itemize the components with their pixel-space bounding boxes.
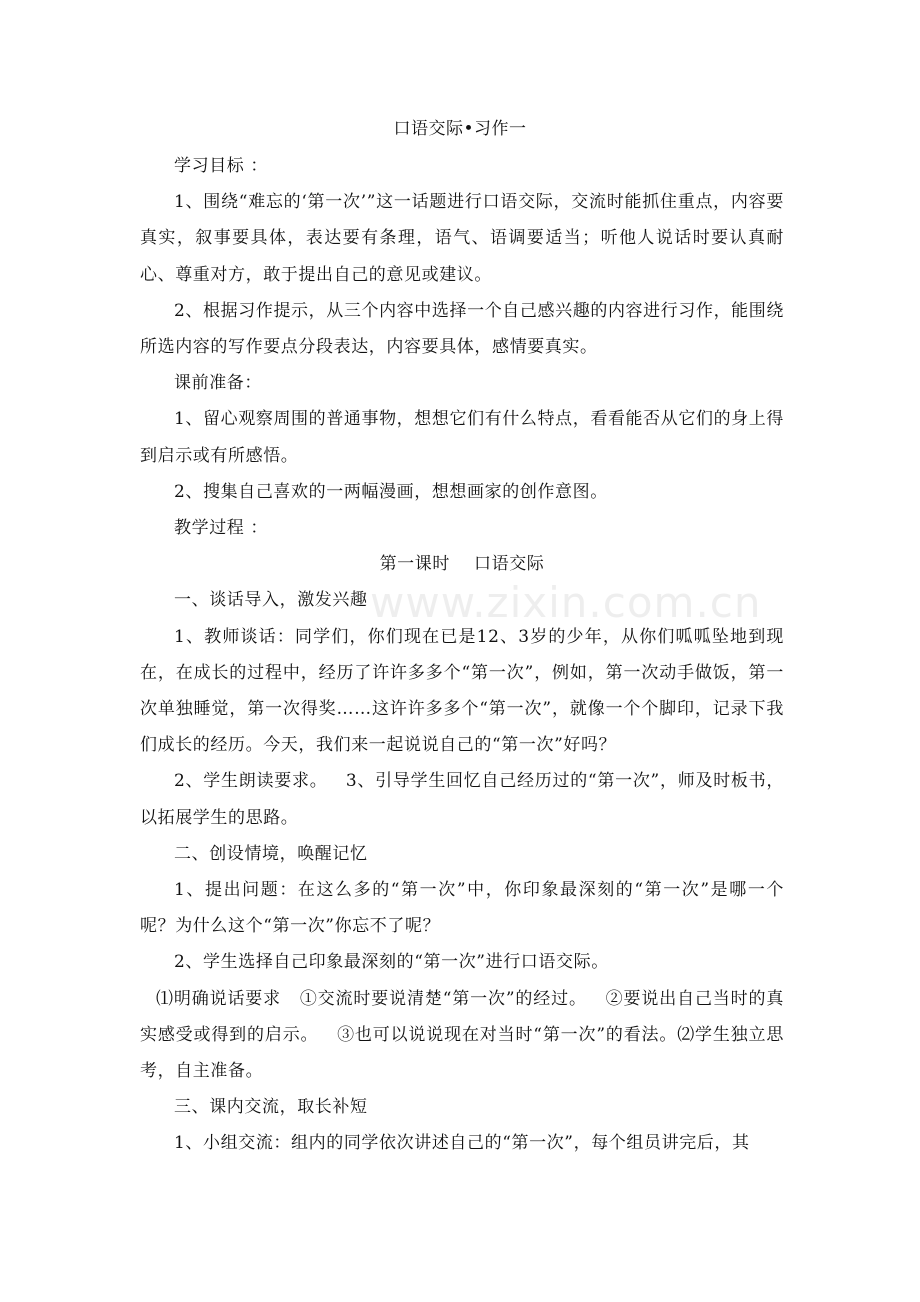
goal-item-1: 1、围绕“难忘的‘第一次’”这一话题进行口语交际，交流时能抓住重点，内容要真实，叙事要具体，表达要有条理，语气、语调要适当；听他人说话时要认真耐心、尊重对方，敢于提出自己的意见或建议。	[140, 192, 784, 285]
learning-goals-heading: 学习目标 ：	[174, 156, 269, 176]
step-2-heading: 二、创设情境，唤醒记忆	[174, 843, 368, 864]
step-3-heading: 三、课内交流，取长补短	[174, 1097, 368, 1118]
speaking-requirements: ⑴明确说话要求 ①交流时要说清楚“第一次”的经过。 ②要说出自己当时的真实感受或得到的启示。 ③也可以说说现在对当时“第一次”的看法。⑵学生独立思考，自主准备。	[140, 988, 784, 1082]
section-heading: 第一课时 口语交际	[379, 554, 545, 575]
watermark: www.zixin.com.cn	[370, 578, 762, 627]
step-3-item-1: 1、小组交流：组内的同学依次讲述自己的“第一次”，每个组员讲完后，其	[174, 1133, 750, 1154]
step-2-item-2: 2、学生选择自己印象最深刻的“第一次”进行口语交际。	[174, 952, 609, 973]
teaching-process-heading: 教学过程 ：	[174, 518, 269, 539]
step-1-heading: 一、谈话导入，激发兴趣	[174, 590, 368, 611]
step-2-item-1: 1、提出问题：在这么多的“第一次”中，你印象最深刻的“第一次”是哪一个呢？为什么这个“第一次”你忘不了呢？	[140, 880, 784, 937]
step-1-item-1: 1、教师谈话：同学们，你们现在已是12、3岁的少年，从你们呱呱坠地到现在，在成长的过程中，经历了许许多多个“第一次”，例如，第一次动手做饭，第一次单独睡觉，第一次得奖……这许许多多个“第一次”，就像一个个脚印，记录下我们成长的经历。今天，我们来一起说说自己的“第一次”好吗？	[140, 626, 784, 756]
preparation-item-2: 2、搜集自己喜欢的一两幅漫画，想想画家的创作意图。	[174, 481, 608, 502]
step-1-item-2: 2、学生朗读要求。 3、引导学生回忆自己经历过的“第一次”，师及时板书，以拓展学生的思路。	[140, 771, 784, 828]
document-body	[140, 148, 784, 1162]
goal-item-2: 2、根据习作提示，从三个内容中选择一个自己感兴趣的内容进行习作，能围绕所选内容的写作要点分段表达，内容要具体，感情要真实。	[140, 300, 784, 358]
preparation-heading: 课前准备：	[174, 373, 262, 394]
preparation-item-1: 1、留心观察周围的普通事物，想想它们有什么特点，看看能否从它们的身上得到启示或有所感悟。	[140, 409, 784, 466]
document-title: 口语交际•习作一	[393, 119, 527, 139]
